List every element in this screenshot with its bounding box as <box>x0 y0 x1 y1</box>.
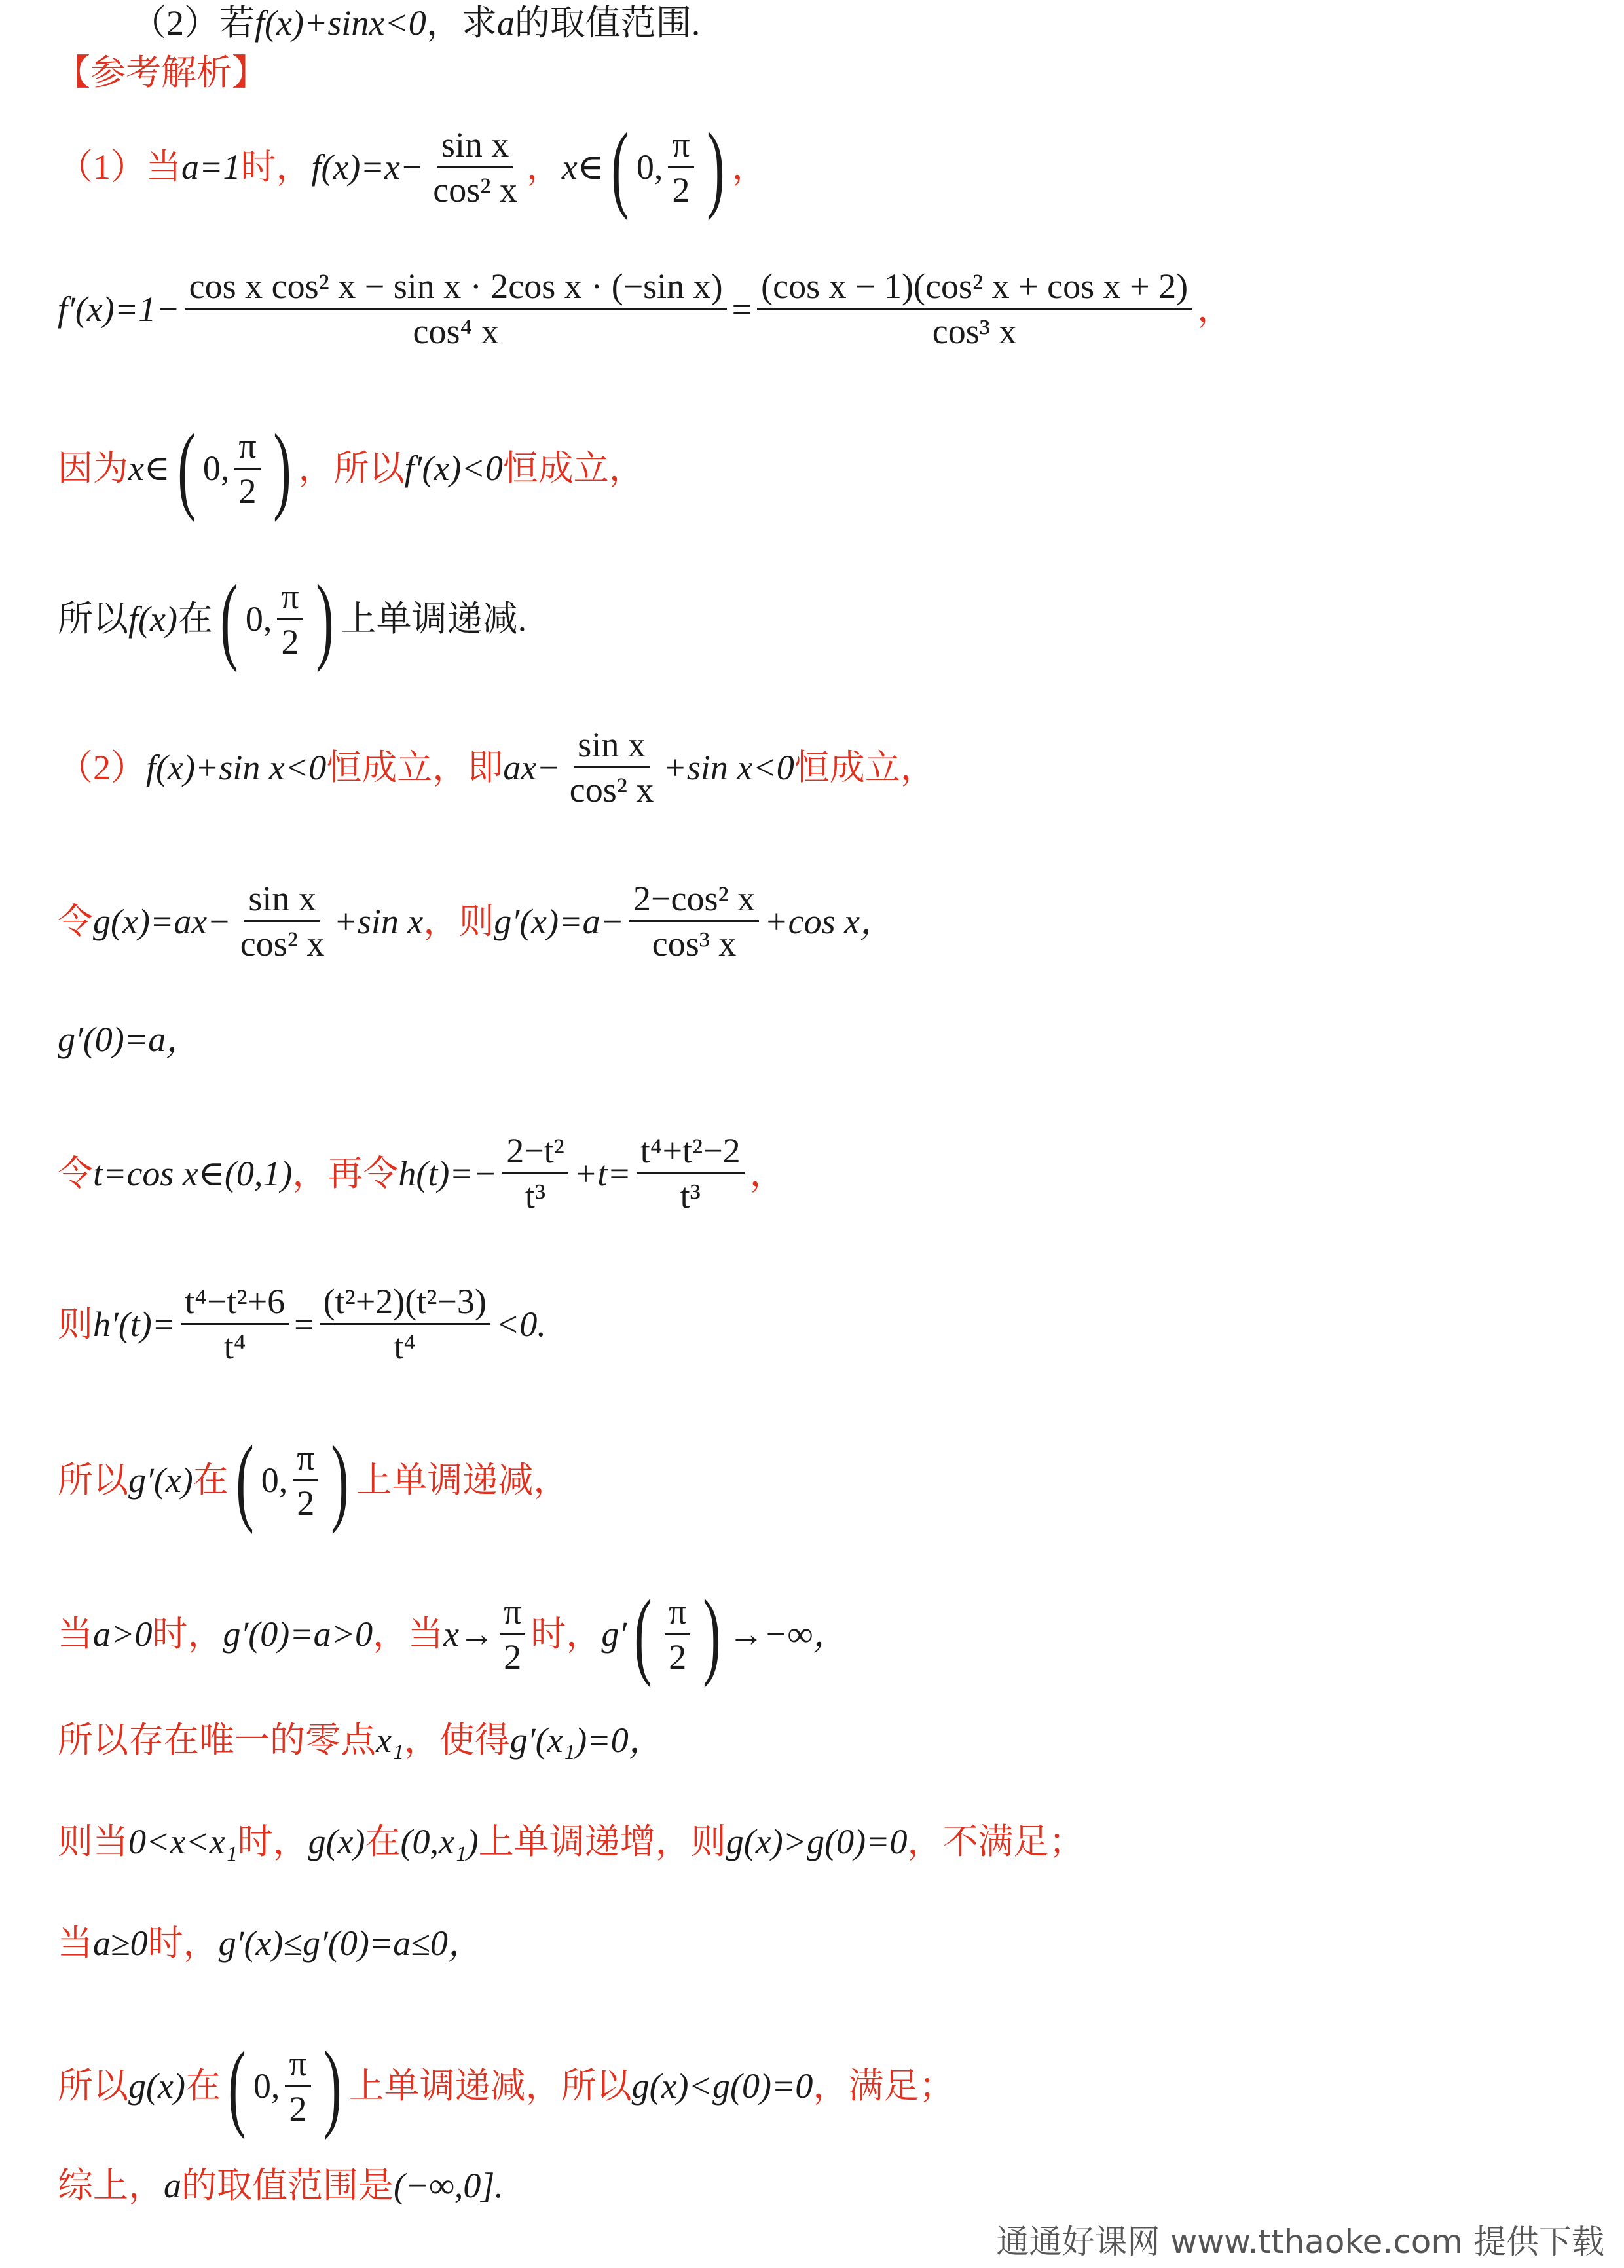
s11-rparen: ) <box>703 1580 722 1688</box>
step-13 <box>58 1824 1084 1859</box>
p1-num: sin x <box>437 127 513 168</box>
reference-header <box>55 55 267 90</box>
p1-lparen: ( <box>611 113 629 221</box>
s9-num: t⁴−t²+6 <box>181 1284 289 1325</box>
s15-f: ，满足； <box>813 2066 955 2106</box>
s5-b: f(x)+sin x<0 <box>146 747 327 787</box>
p1-pi-frac <box>668 124 693 210</box>
s9-fraction-2 <box>320 1284 490 1364</box>
s15-two: 2 <box>289 2089 307 2129</box>
s4-rparen: ) <box>315 565 334 673</box>
s10-dom-val: 0, <box>261 1460 288 1500</box>
s15-a: 所以 <box>58 2066 128 2106</box>
s6-den2: cos³ x <box>652 924 737 963</box>
s8-den2: t³ <box>680 1176 701 1216</box>
s8-fraction-1 <box>502 1133 568 1214</box>
s10-c: 在 <box>193 1460 229 1500</box>
s15-rparen: ) <box>323 2032 342 2140</box>
step-5 <box>58 727 936 808</box>
s11-pi-frac <box>500 1591 525 1677</box>
s13-g: 上单调递增，则 <box>478 1822 726 1861</box>
p1-rparen: ) <box>706 113 725 221</box>
s4-dom-val: 0, <box>245 599 272 639</box>
s4-lparen: ( <box>220 565 238 673</box>
s6-d: ，则 <box>423 901 494 941</box>
p1-when: 时， <box>240 147 312 187</box>
s11-c: 时， <box>152 1614 223 1654</box>
question-expr: f(x)+sinx<0 <box>255 3 426 43</box>
step-derivative <box>58 269 1232 349</box>
s8-fraction-2 <box>637 1133 745 1214</box>
s15-d: 上单调递减，所以 <box>348 2066 632 2106</box>
step-11 <box>58 1580 849 1688</box>
s16-c: 的取值范围是 <box>181 2166 394 2205</box>
s9-num2: (t²+2)(t²−3) <box>320 1284 490 1325</box>
s11-e: ，当 <box>373 1614 444 1654</box>
s12-c: ，使得 <box>403 1720 510 1760</box>
p1-pi: π <box>668 127 693 168</box>
s13-h: g(x)>g(0)=0 <box>726 1822 908 1861</box>
step-16 <box>58 2168 504 2203</box>
s6-num2: 2−cos² x <box>629 881 759 922</box>
s3-a: 因为 <box>58 449 128 488</box>
s3-lparen: ( <box>177 414 196 523</box>
footer-watermark: 通通好课网 www.tthaoke.com 提供下载 <box>996 2223 1604 2261</box>
s13-b: 0<x<x₁ <box>128 1822 238 1861</box>
step-10 <box>58 1426 569 1534</box>
s15-lparen: ( <box>228 2032 246 2140</box>
s7: g′(0)=a， <box>58 1020 202 1059</box>
s9-c: = <box>294 1304 314 1344</box>
s11-d: g′(0)=a>0 <box>223 1614 373 1654</box>
question-text-a: 若 <box>219 3 255 43</box>
s16-a: 综上， <box>58 2166 164 2205</box>
s14-c: 时， <box>147 1924 219 1963</box>
s6-den: cos² x <box>240 924 325 963</box>
s14-d: g′(x)≤g′(0)=a≤0， <box>218 1924 483 1963</box>
s9-d: <0. <box>495 1304 546 1344</box>
s11-pi-frac-2 <box>665 1591 690 1677</box>
s11-pi: π <box>500 1594 525 1635</box>
s8-b: t=cos x∈(0,1) <box>93 1153 293 1193</box>
s8-d: h(t)=− <box>398 1153 498 1193</box>
s13-f: (0,x₁) <box>400 1822 479 1861</box>
s3-e: 恒成立， <box>502 449 644 488</box>
s6-f: +cos x， <box>764 901 896 941</box>
step-8 <box>58 1133 785 1214</box>
deriv-num2: (cos x − 1)(cos² x + cos x + 2) <box>757 269 1192 310</box>
s11-interval <box>627 1580 728 1688</box>
step-15 <box>58 2032 955 2140</box>
deriv-comma: ， <box>1197 289 1233 329</box>
s8-num2: t⁴+t²−2 <box>637 1133 745 1174</box>
s11-two: 2 <box>504 1637 522 1677</box>
s4-pi: π <box>277 579 303 620</box>
question-text-c: 的取值范围. <box>514 3 701 43</box>
s13-c: 时， <box>237 1822 308 1861</box>
p1-interval <box>604 113 732 221</box>
question-var: a <box>496 3 515 43</box>
s11-pi-2: π <box>665 1594 690 1635</box>
s11-f: x→ <box>443 1614 495 1654</box>
s13-d: g(x) <box>308 1822 365 1861</box>
deriv-den1: cos⁴ x <box>413 312 499 351</box>
step-1 <box>58 113 767 221</box>
deriv-num1: cos x cos² x − sin x · 2cos x · (−sin x) <box>185 269 727 310</box>
s3-dom-val: 0, <box>202 449 230 488</box>
s9-fraction-1 <box>181 1284 289 1364</box>
s5-e: +sin x<0 <box>663 747 794 787</box>
s11-a: 当 <box>58 1614 93 1654</box>
s12-a: 所以存在唯一的零点 <box>58 1720 376 1760</box>
deriv-den2: cos³ x <box>932 312 1017 351</box>
s11-lparen: ( <box>634 1580 652 1688</box>
s3-pi: π <box>234 428 260 470</box>
p1-dom-val: 0, <box>636 147 663 187</box>
s5-a: （2） <box>58 747 146 787</box>
s3-pi-frac <box>234 428 260 509</box>
s10-d: 上单调递减， <box>356 1460 569 1500</box>
s5-den: cos² x <box>569 770 654 809</box>
s13-a: 则当 <box>58 1822 128 1861</box>
question-text-b: ，求 <box>426 3 497 43</box>
s11-b: a>0 <box>93 1614 153 1654</box>
s10-b: g′(x) <box>128 1460 193 1500</box>
p1-den: cos² x <box>433 170 517 210</box>
p1-label: （1）当 <box>58 147 181 187</box>
step-4 <box>58 565 527 673</box>
s10-pi: π <box>293 1440 318 1481</box>
s8-e: +t= <box>573 1153 631 1193</box>
s6-c: +sin x <box>333 901 424 941</box>
s11-two-2: 2 <box>669 1637 687 1677</box>
s4-two: 2 <box>281 622 299 661</box>
s15-dom-val: 0, <box>253 2066 280 2106</box>
s3-c: ，所以 <box>298 449 405 488</box>
s6-fraction-1 <box>236 881 329 961</box>
s15-pi-frac <box>285 2043 310 2129</box>
s8-den: t³ <box>525 1176 546 1216</box>
s10-two: 2 <box>297 1483 315 1523</box>
s9-a: 则 <box>58 1304 93 1344</box>
s8-a: 令 <box>58 1153 93 1193</box>
s13-e: 在 <box>365 1822 401 1861</box>
s3-b: x∈ <box>128 449 170 488</box>
p1-f: f(x)=x− <box>311 147 424 187</box>
s5-num: sin x <box>574 727 650 768</box>
s14-a: 当 <box>58 1924 93 1963</box>
s9-den2: t⁴ <box>394 1327 416 1366</box>
s3-d: f′(x)<0 <box>404 449 503 488</box>
step-9 <box>58 1284 546 1364</box>
s9-b: h′(t)= <box>93 1304 176 1344</box>
s3-interval <box>170 414 299 523</box>
s8-num: 2−t² <box>502 1133 568 1174</box>
p1-cond: a=1 <box>181 147 241 187</box>
s5-d: ax− <box>503 747 561 787</box>
s11-h: g′ <box>601 1614 627 1654</box>
p1-dom: x∈ <box>561 147 604 187</box>
question-label: （2） <box>131 3 219 43</box>
step-12 <box>58 1722 664 1758</box>
s15-pi: π <box>285 2046 310 2087</box>
deriv-eq: = <box>731 289 752 329</box>
s4-a: 所以 <box>58 599 128 639</box>
s9-den: t⁴ <box>223 1327 246 1366</box>
p1-two: 2 <box>672 170 690 210</box>
p1-end: ， <box>731 147 767 187</box>
s4-d: 上单调递减. <box>341 599 527 639</box>
step-6 <box>58 881 895 961</box>
p1-fraction <box>429 124 521 210</box>
s12-d: g′(x₁)=0， <box>509 1720 664 1760</box>
s13-i: ，不满足； <box>907 1822 1084 1861</box>
s5-c: 恒成立，即 <box>326 747 504 787</box>
step-7 <box>58 1022 201 1057</box>
s11-i: →−∞， <box>728 1614 849 1654</box>
s15-b: g(x) <box>128 2066 185 2106</box>
s16-b: a <box>164 2166 181 2205</box>
s6-num: sin x <box>244 881 320 922</box>
s6-fraction-2 <box>629 881 759 961</box>
s15-interval <box>221 2032 349 2140</box>
s8-c: ，再令 <box>292 1153 399 1193</box>
s15-c: 在 <box>185 2066 221 2106</box>
s14-b: a≥0 <box>93 1924 148 1963</box>
s12-b: x₁ <box>376 1720 404 1760</box>
s10-pi-frac <box>293 1440 318 1521</box>
s4-interval <box>213 565 341 673</box>
s10-a: 所以 <box>58 1460 128 1500</box>
p1-sep: ， <box>526 147 562 187</box>
s10-lparen: ( <box>235 1426 254 1534</box>
s5-fraction <box>566 727 658 808</box>
s4-pi-frac <box>277 576 303 661</box>
s6-a: 令 <box>58 901 93 941</box>
question-line <box>131 5 700 41</box>
s6-e: g′(x)=a− <box>494 901 625 941</box>
s15-e: g(x)<g(0)=0 <box>631 2066 813 2106</box>
s4-b: f(x) <box>128 599 177 639</box>
s3-two: 2 <box>238 471 257 511</box>
s10-interval <box>229 1426 357 1534</box>
deriv-lhs: f′(x)=1− <box>58 289 180 329</box>
s11-g: 时， <box>530 1614 602 1654</box>
step-14 <box>58 1925 483 1961</box>
s4-c: 在 <box>177 599 213 639</box>
s10-rparen: ) <box>331 1426 350 1534</box>
s16-d: (−∞,0]. <box>394 2166 504 2205</box>
deriv-frac-2 <box>757 269 1192 349</box>
deriv-frac-1 <box>185 269 727 349</box>
s8-f: ， <box>749 1153 785 1193</box>
s5-f: 恒成立， <box>794 747 936 787</box>
step-3 <box>58 414 644 523</box>
s6-b: g(x)=ax− <box>93 901 231 941</box>
reference-header-text: 【参考解析】 <box>55 53 267 92</box>
s3-rparen: ) <box>272 414 291 523</box>
